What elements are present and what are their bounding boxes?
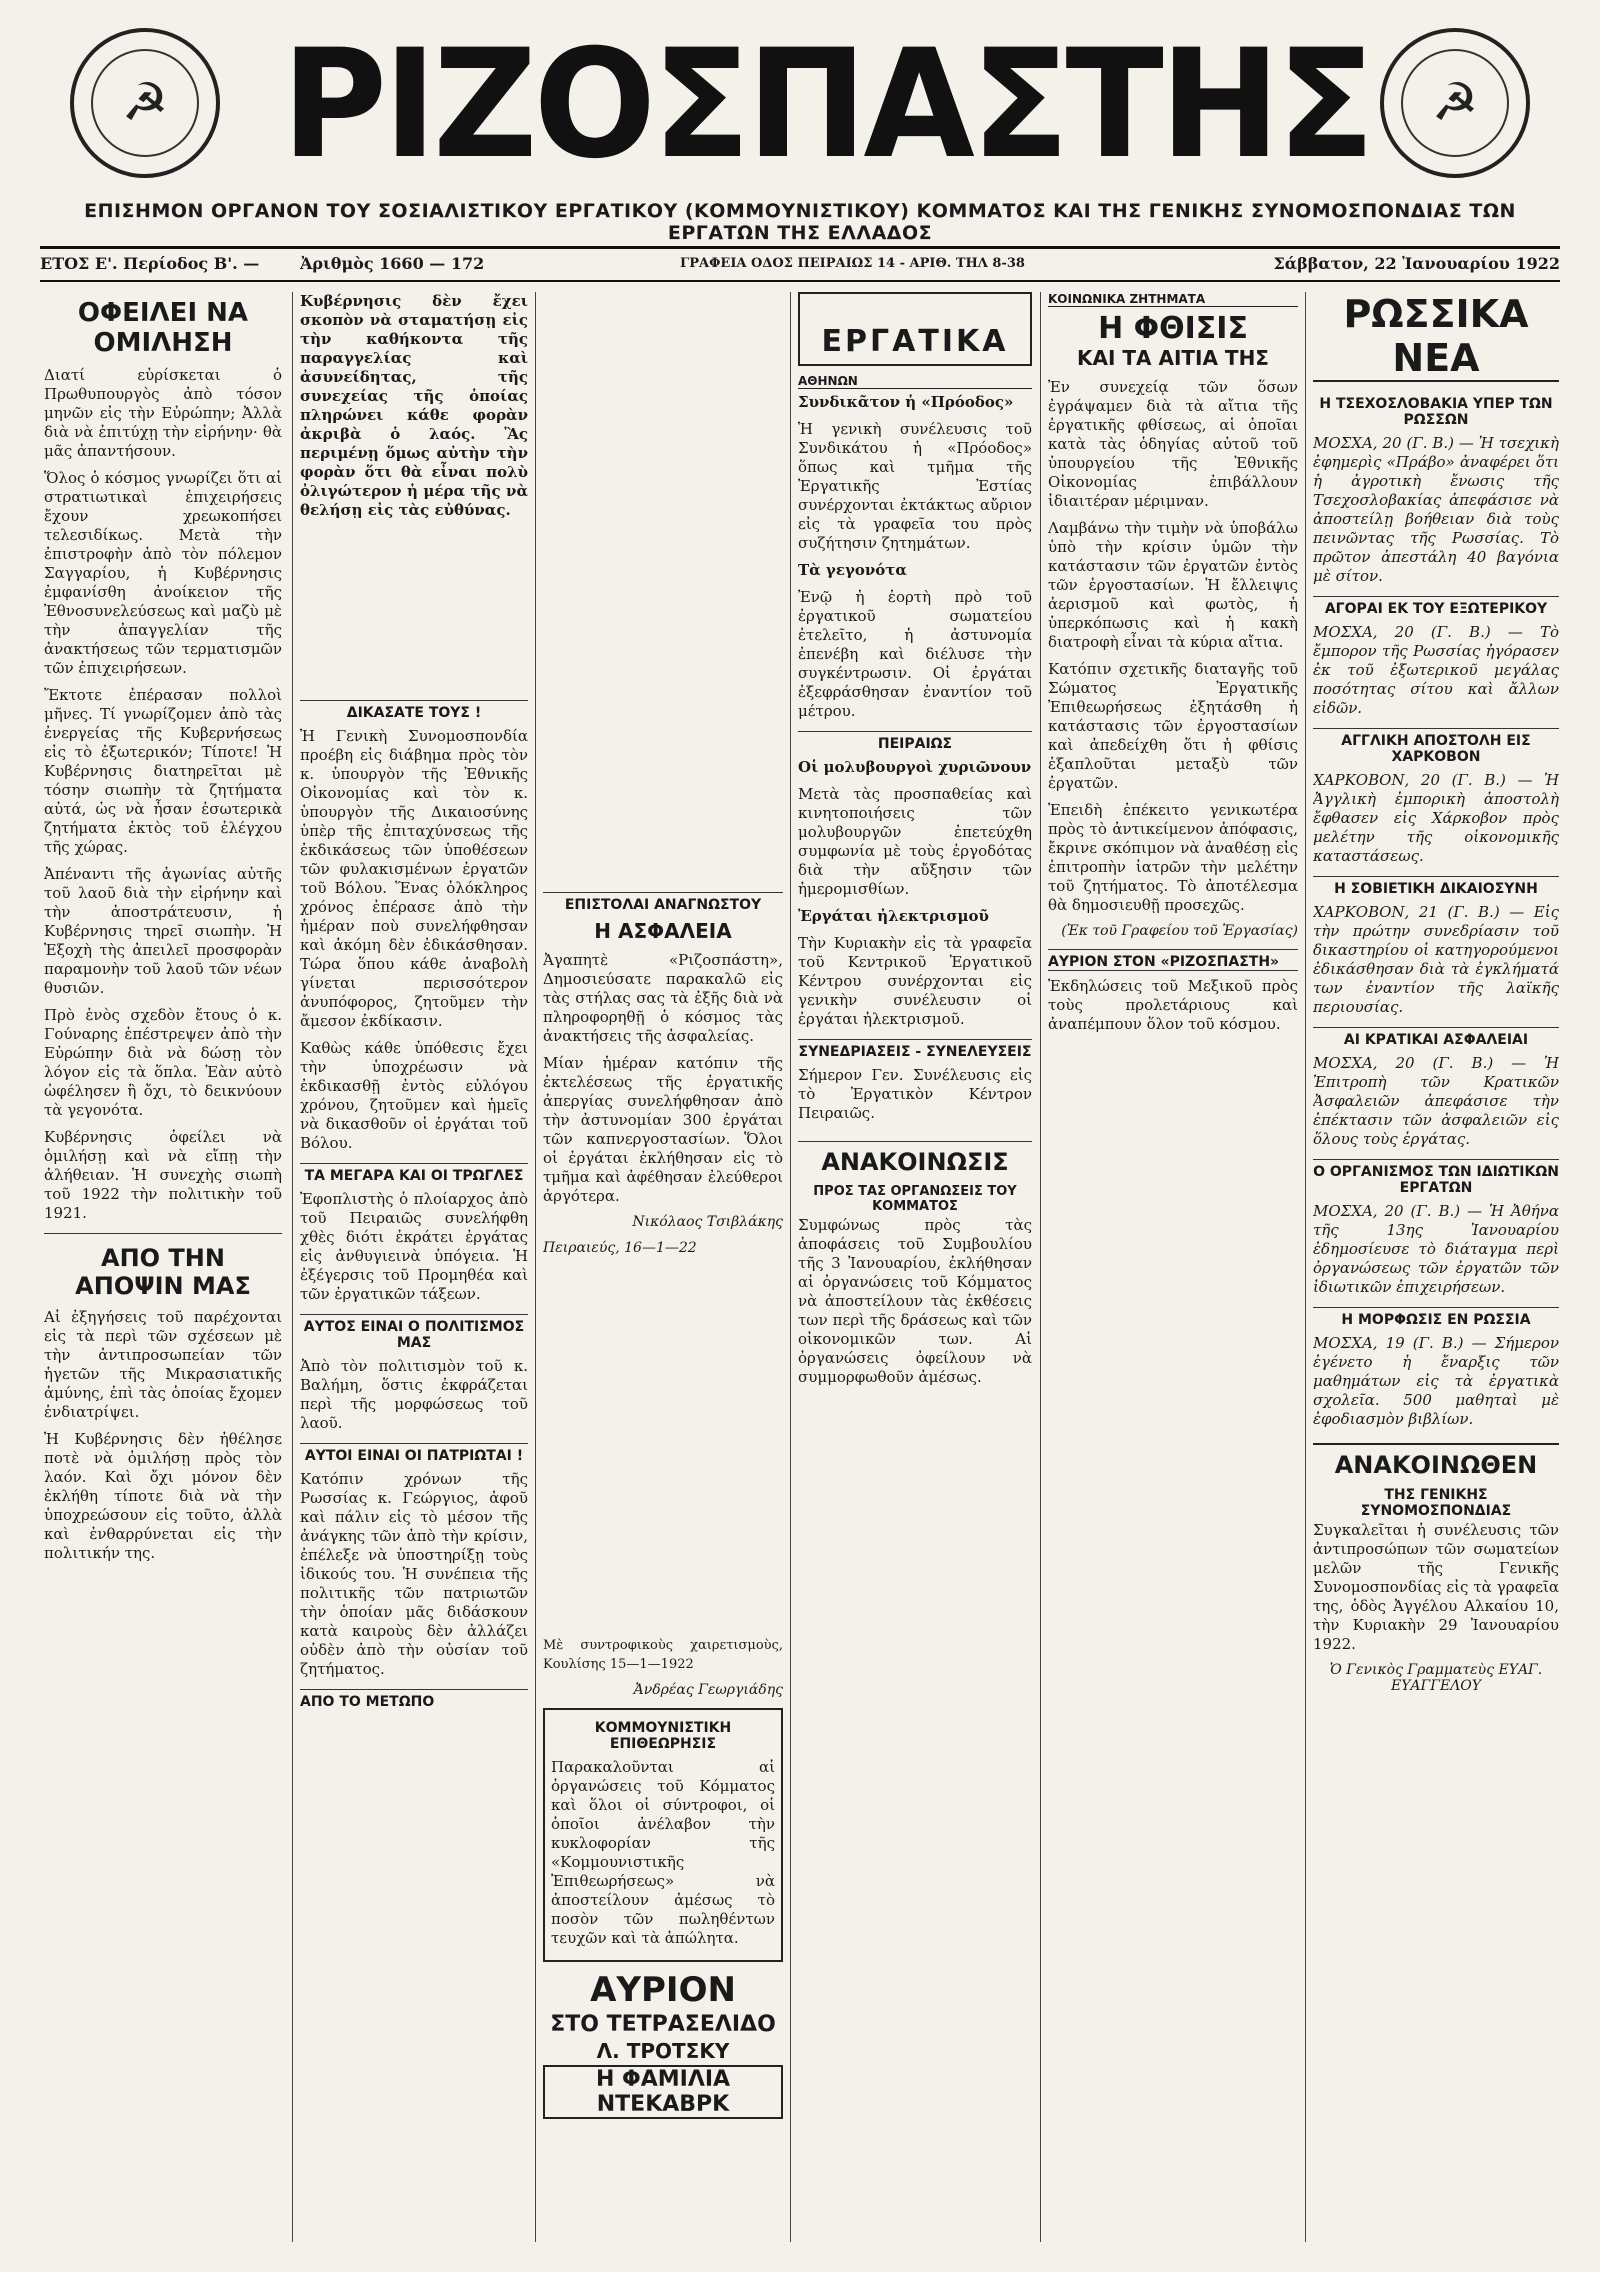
news-paragraph: Συγκαλεῖται ἡ συνέλευσις τῶν ἀντιπροσώπων τῶν σωματείων μελῶν τῆς Γενικῆς Συνομοσπονδίας εἰς τὰ γραφεῖα της, ὁδὸς Ἀγγέλου Αλκαίου 10, τὴν Κυριακὴν 29 Ἰανουαρίου 1922. bbox=[1313, 1521, 1559, 1653]
news-heading: Η ΜΟΡΦΩΣΙΣ ΕΝ ΡΩΣΣΙΑ bbox=[1313, 1307, 1559, 1328]
ergatika-banner: ΕΡΓΑΤΙΚΑ bbox=[798, 292, 1032, 366]
subhead: Οἱ μολυβουργοὶ χυριῶνουν bbox=[798, 758, 1032, 776]
hammer-sickle-emblem-icon: ☭ bbox=[1401, 49, 1509, 157]
column-rule bbox=[790, 292, 791, 2242]
column-6 bbox=[1313, 292, 1559, 2242]
article-paragraph: Ἀγαπητὲ «Ριζοσπάστη», Δημοσιεύσατε παρακαλῶ εἰς τὰς στήλας σας τὰ ἐξῆς διὰ νὰ πληροφορηθῇ ὁ κόσμος τὰς ἀνακτήσεις τῆς ἀσφαλείας. bbox=[543, 951, 783, 1045]
headline-megara: ΤΑ ΜΕΓΑΡΑ ΚΑΙ ΟΙ ΤΡΩΓΛΕΣ bbox=[300, 1163, 528, 1184]
newspaper-title: ΡΙΖΟΣΠΑΣΤΗΣ bbox=[281, 18, 1372, 192]
work-title: Η ΦΑΜΙΛΙΑ ΝΤΕΚΑΒΡΚ bbox=[543, 2065, 783, 2119]
headline-dikasate: ΔΙΚΑΣΑΤΕ ΤΟΥΣ ! bbox=[300, 700, 528, 721]
article-paragraph: Κατόπιν σχετικῆς διαταγῆς τοῦ Σώματος Ἐργατικῆς Ἐπιθεωρήσεως ἐξητάσθη ἡ κατάστασις τῶν ἐργοστασίων καὶ ἀπεδείχθη ὅτι ἡ φθίσις ἐξαπλοῦται μεταξὺ τῶν ἐργατῶν. bbox=[1048, 660, 1298, 792]
column-3 bbox=[543, 292, 783, 2242]
column-rule bbox=[292, 292, 293, 2242]
article-paragraph: Σήμερον Γεν. Συνέλευσις εἰς τὸ Ἐργατικὸν Κέντρον Πειραιῶς. bbox=[798, 1066, 1032, 1122]
anakoinosis-subheading: ΠΡΟΣ ΤΑΣ ΟΡΓΑΝΩΣΕΙΣ ΤΟΥ ΚΟΜΜΑΤΟΣ bbox=[813, 1184, 1017, 1214]
article-paragraph: Ἡ γενικὴ συνέλευσις τοῦ Συνδικάτου ἡ «Πρόοδος» ὅπως καὶ τμῆμα τῆς Ἐργατικῆς Ἐστίας συνέρχονται ἐκτάκτως αὔριον εἰς τὰ γραφεῖα του πρὸς συζήτησιν ζητημάτων. bbox=[798, 420, 1032, 552]
article-paragraph: Συμφώνως πρὸς τὰς ἀποφάσεις τοῦ Συμβουλίου τῆς 3 Ἰανουαρίου, ἐκλήθησαν αἱ ὀργανώσεις τοῦ Κόμματος νὰ ἀποστείλουν τὰς ἐκθέσεις των περὶ τῆς δράσεως καὶ τῶν οἰκονομικῶν των. Αἱ ὀργανώσεις ὀφείλουν νὰ συμμορφωθοῦν ἀμέσως. bbox=[798, 1216, 1032, 1386]
news-heading: ΑΓΟΡΑΙ ΕΚ ΤΟΥ ΕΞΩΤΕΡΙΚΟΥ bbox=[1313, 596, 1559, 617]
column-rule bbox=[1305, 292, 1306, 2242]
article-paragraph: Ἐνῷ ἡ ἐορτὴ πρὸ τοῦ ἐργατικοῦ σωματείου ἐτελεῖτο, ἡ ἀστυνομία ἐπενέβη καὶ διέλυσε τὴν συγκέντρωσιν. Οἱ ἐργάται ἐξεφράσθησαν ἐναντίον τοῦ μέτρου. bbox=[798, 588, 1032, 720]
avrion-heading: ΑΥΡΙΟΝ bbox=[590, 1970, 736, 2010]
column-4 bbox=[798, 292, 1032, 2242]
headline-fthisis-sub: ΚΑΙ ΤΑ ΑΙΤΙΑ ΤΗΣ bbox=[1077, 346, 1269, 370]
masthead-rule bbox=[40, 246, 1560, 249]
letter-signature: Ἀνδρέας Γεωργιάδης bbox=[633, 1682, 783, 1698]
letter-signature: Νικόλαος Τσιβλάκης bbox=[632, 1214, 783, 1230]
section-kicker: ΚΟΙΝΩΝΙΚΑ ΖΗΤΗΜΑΤΑ bbox=[1048, 292, 1298, 307]
article-paragraph: Καθὼς κάθε ὑπόθεσις ἔχει τὴν ὑποχρέωσιν νὰ ἐκδικασθῇ ἐντὸς εὐλόγου χρόνου, ζητοῦμεν καὶ ἡμεῖς νὰ δικασθοῦν οἱ ἐργάται τοῦ Βόλου. bbox=[300, 1039, 528, 1152]
signature: Ὁ Γενικὸς Γραμματεὺς ΕΥΑΓ. ΕΥΑΓΓΕΛΟΥ bbox=[1329, 1662, 1543, 1694]
dateline-year: ΕΤΟΣ Ε'. Περίοδος Β'. — bbox=[40, 254, 260, 273]
article-paragraph: Κατόπιν χρόνων τῆς Ρωσσίας κ. Γεώργιος, ἀφοῦ καὶ πάλιν εἰς τὸ μέσον τῆς ἀνάγκης τῶν ἀπὸ τὴν κρίσιν, ἐπέλεξε νὰ ὑποστηρίξῃ τοὺς ἰδικούς του. Ἡ συνέπεια τῆς πολιτικῆς τῶν πατριωτῶν τὴν ὁποίαν μᾶς διδάσκουν κατὰ καιροὺς δὲν ἀλλάζει οὐδὲν ἀπὸ τὴν οὐσίαν τοῦ ζητήματος. bbox=[300, 1470, 528, 1678]
article-paragraph: Ἀπὸ τὸν πολιτισμὸν τοῦ κ. Βαλήμη, ὅστις ἐκφράζεται περὶ τῆς μορφώσεως τοῦ λαοῦ. bbox=[300, 1357, 528, 1432]
column-2 bbox=[300, 292, 528, 2242]
article-paragraph: Πρὸ ἑνὸς σχεδὸν ἔτους ὁ κ. Γούναρης ἐπέστρεψεν ἀπὸ τὴν Εὐρώπην διὰ νὰ δώσῃ τὸν λόγον εἰς τὰ ὅπλα. Ἐὰν αὐτὸ ὠφέλησεν ἢ ὄχι, τὸ δεικνύουν τὰ γεγονότα. bbox=[44, 1006, 282, 1119]
right-emblem bbox=[1380, 28, 1530, 178]
column-1 bbox=[44, 292, 282, 2242]
headline-anakoinosis: ΑΝΑΚΟΙΝΩΣΙΣ bbox=[798, 1141, 1032, 1176]
news-paragraph: ΧΑΡΚΟΒΟΝ, 21 (Γ. Β.) — Εἰς τὴν πρώτην συνεδρίασιν τοῦ δικαστηρίου οἱ κατηγορούμενοι ἐδικάσθησαν διὰ τὰ ἐγκλήματά των ἐναντίον τῆς λαϊκῆς περιουσίας. bbox=[1313, 903, 1559, 1016]
article-paragraph: Μετὰ τὰς προσπαθείας καὶ κινητοποιήσεις τῶν μολυβουργῶν ἐπετεύχθη συμφωνία μὲ τοὺς ἐργοδότας διὰ τὴν αὔξησιν τῶν ἡμερομισθίων. bbox=[798, 785, 1032, 898]
headline-anakoinothen: ΑΝΑΚΟΙΝΩΘΕΝ bbox=[1313, 1443, 1559, 1479]
article-paragraph: Ἐφοπλιστὴς ὁ πλοίαρχος ἀπὸ τοῦ Πειραιῶς συνελήφθη χθὲς διότι ἐκράτει ἐργάτας εἰς ἀνθυγιεινὰ ὑπόγεια. Ἡ ἐξέγερσις τοῦ Προμηθέα καὶ τῶν ἐργατικῶν τάξεων. bbox=[300, 1190, 528, 1303]
letter-date: Πειραιεύς, 16—1—22 bbox=[543, 1240, 697, 1256]
article-paragraph: Ἐν συνεχείᾳ τῶν ὅσων ἐγράψαμεν διὰ τὰ αἴτια τῆς ἐργατικῆς φθίσεως, αἱ ὁποῖαι κατὰ τὰς ὁδηγίας αὐτοῦ τοῦ ὑπουργείου τῆς Ἐθνικῆς Οἰκονομίας ἐπιβάλλουν ἰδιαιτέραν μέριμναν. bbox=[1048, 378, 1298, 510]
box-heading: ΚΟΜΜΟΥΝΙΣΤΙΚΗ ΕΠΙΘΕΩΡΗΣΙΣ bbox=[594, 1720, 732, 1752]
news-paragraph: ΜΟΣΧΑ, 19 (Γ. Β.) — Σήμερον ἐγένετο ἡ ἔναρξις τῶν μαθημάτων εἰς τὰ ἐργατικὰ σχολεῖα. 500 μαθηταὶ μὲ ἐφοδιασμὸν βιβλίων. bbox=[1313, 1334, 1559, 1428]
news-heading: ΑΓΓΛΙΚΗ ΑΠΟΣΤΟΛΗ ΕΙΣ ΧΑΡΚΟΒΟΝ bbox=[1313, 728, 1559, 765]
column-rule bbox=[535, 292, 536, 2242]
kommounistiki-epitheorisis-box bbox=[543, 1708, 783, 1962]
subhead: Ἐργάται ἠλεκτρισμοῦ bbox=[798, 907, 989, 925]
article-paragraph: Μὲ συντροφικοὺς χαιρετισμοὺς, Κουλίσης 15—1—1922 bbox=[543, 1638, 783, 1672]
avrion-subheading: ΣΤΟ ΤΕΤΡΑΣΕΛΙΔΟ bbox=[550, 2012, 776, 2037]
column-rule bbox=[1040, 292, 1041, 2242]
subhead: Τὰ γεγονότα bbox=[798, 561, 907, 579]
dateline-office: ΓΡΑΦΕΙΑ ΟΔΟΣ ΠΕΙΡΑΙΩΣ 14 - ΑΡΙΘ. ΤΗΛ 8-38 bbox=[680, 256, 1025, 271]
headline-fthisis: Η ΦΘΙΣΙΣ bbox=[1098, 311, 1248, 346]
dateline-issue: Ἀριθμὸς 1660 — 172 bbox=[300, 254, 485, 273]
headline-patriotai: ΑΥΤΟΙ ΕΙΝΑΙ ΟΙ ΠΑΤΡΙΩΤΑΙ ! bbox=[300, 1443, 528, 1464]
article-paragraph: Μίαν ἡμέραν κατόπιν τῆς ἐκτελέσεως τῆς ἐργατικῆς ἀπεργίας συνελήφθησαν ἀπὸ τὴν ἀστυνομίαν 300 ἐργάται τῶν καπνεργοστασίων. Ὅλοι οἱ ἐργάται ἐκλήθησαν εἰς τὸ τμῆμα καὶ ἀφέθησαν ἐλεύθεροι ἀργότερα. bbox=[543, 1054, 783, 1205]
news-paragraph: ΧΑΡΚΟΒΟΝ, 20 (Γ. Β.) — Ἡ Ἀγγλικὴ ἐμπορικὴ ἀποστολὴ ἔφθασεν εἰς Χάρκοβον πρὸς μελέτην τῆς οἰκονομικῆς καταστάσεως. bbox=[1313, 771, 1559, 865]
masthead bbox=[0, 0, 1600, 260]
news-heading: Η ΣΟΒΙΕΤΙΚΗ ΔΙΚΑΙΟΣΥΝΗ bbox=[1313, 876, 1559, 897]
headline-politismos: ΑΥΤΟΣ ΕΙΝΑΙ Ο ΠΟΛΙΤΙΣΜΟΣ ΜΑΣ bbox=[300, 1314, 528, 1351]
article-paragraph: Αἱ ἐξηγήσεις τοῦ παρέχονται εἰς τὰ περὶ τῶν σχέσεων μὲ τὴν ἀντιπροσωπείαν τῶν ἡγετῶν τῆς Μικρασιατικῆς ἀμύνης, ἐπὶ τὰς ὁποίας ἔχομεν ἐνδιατρίψει. bbox=[44, 1308, 282, 1421]
dateline bbox=[40, 252, 1560, 278]
article-paragraph: Κυβέρνησις ὀφείλει νὰ ὁμιλήσῃ καὶ νὰ εἴπῃ τὴν ἀλήθειαν. Ἡ συνεχὴς σιωπὴ τοῦ 1922 τὴν πολιτικὴν τοῦ 1921. bbox=[44, 1128, 282, 1222]
section-heading: ΑΠΟ ΤΗΝ bbox=[101, 1244, 225, 1272]
headline-peiraios: ΠΕΙΡΑΙΩΣ bbox=[798, 731, 1032, 752]
dateline-date: Σάββατον, 22 Ἰανουαρίου 1922 bbox=[1273, 254, 1560, 273]
article-source: (Ἐκ τοῦ Γραφείου τοῦ Ἐργασίας) bbox=[1061, 923, 1298, 939]
column-5 bbox=[1048, 292, 1298, 2242]
news-heading: Ο ΟΡΓΑΝΙΣΜΟΣ ΤΩΝ ΙΔΙΩΤΙΚΩΝ ΕΡΓΑΤΩΝ bbox=[1313, 1159, 1559, 1196]
article-paragraph: Παρακαλοῦνται αἱ ὀργανώσεις τοῦ Κόμματος καὶ ὅλοι οἱ σύντροφοι, οἱ ὁποῖοι ἀνέλαβον τὴν κυκλοφορίαν τῆς «Κομμουνιστικῆς Ἐπιθεωρήσεως» νὰ ἀποστείλουν ἀμέσως τὸ ποσὸν τῶν πωληθέντων τευχῶν καὶ τὰ ἀπώλητα. bbox=[551, 1758, 775, 1947]
article-paragraph: Ἡ Γενικὴ Συνομοσπονδία προέβη εἰς διάβημα πρὸς τὸν κ. ὑπουργὸν τῆς Ἐθνικῆς Οἰκονομίας καὶ τὸν κ. ὑπουργὸν τῆς Δικαιοσύνης ὑπὲρ τῆς ἐπιταχύνσεως τῆς ἐκδικάσεως τῶν ὑποθέσεων τῶν φυλακισμένων ἐργατῶν τοῦ Βόλου. Ἕνας ὁλόκληρος χρόνος ἐπέρασε ἀπὸ τὴν ἡμέραν ποὺ συνελήφθησαν καὶ ἀκόμη δὲν ἐδικάσθησαν. Τώρα ὅπου κάθε ἀναβολὴ γίνεται περισσότερον ἀνυπόφορος, ζητοῦμεν τὴν ἄμεσον ἐκδίκασιν. bbox=[300, 727, 528, 1030]
news-heading: Η ΤΣΕΧΟΣΛΟΒΑΚΙΑ ΥΠΕΡ ΤΩΝ ΡΩΣΣΩΝ bbox=[1319, 396, 1553, 428]
news-paragraph: ΜΟΣΧΑ, 20 (Γ. Β.) — Ἡ Ἀθήνα τῆς 13ης Ἰανουαρίου ἐδημοσίευσε τὸ διάταγμα περὶ ὀργανώσεως τῶν ἐργατῶν τῶν ἰδιωτικῶν ἐπιχειρήσεων. bbox=[1313, 1202, 1559, 1296]
news-paragraph: ΜΟΣΧΑ, 20 (Γ. Β.) — Ἡ Ἐπιτροπὴ τῶν Κρατικῶν Ἀσφαλειῶν ἀπεφάσισε τὴν ἐπέκτασιν τῶν ἀσφαλειῶν εἰς ὅλους τοὺς ἐργάτας. bbox=[1313, 1054, 1559, 1148]
article-paragraph: Ἔκτοτε ἐπέρασαν πολλοὶ μῆνες. Τί γνωρίζομεν ἀπὸ τὰς ἐνεργείας τῆς Κυβερνήσεως εἰς τὸ ἐξωτερικόν; Τίποτε! Ἡ Κυβέρνησις διατηρεῖται μὲ τόσην σιωπὴν τὰ ζητήματα αὐτά, ὡς νὰ ἦσαν ἐσωτερικὰ ζητήματα ἐκτὸς τοῦ ἐλέγχου τῆς χώρας. bbox=[44, 686, 282, 856]
section-heading: ΑΠΟΨΙΝ ΜΑΣ bbox=[75, 1272, 251, 1300]
hammer-sickle-emblem-icon: ☭ bbox=[91, 49, 199, 157]
article-paragraph: Ἐκδηλώσεις τοῦ Μεξικοῦ πρὸς τοὺς προλετάριους καὶ ἀναπέμπουν ὅλον τοῦ κόσμου. bbox=[1048, 977, 1298, 1033]
headline-asfaleia: Η ΑΣΦΑΛΕΙΑ bbox=[594, 919, 732, 943]
headline-metopo: ΑΠΟ ΤΟ ΜΕΤΩΠΟ bbox=[300, 1689, 528, 1710]
news-heading: ΑΙ ΚΡΑΤΙΚΑΙ ΑΣΦΑΛΕΙΑΙ bbox=[1313, 1027, 1559, 1048]
article-paragraph: Ἡ Κυβέρνησις δὲν ἠθέλησε ποτὲ νὰ ὁμιλήσῃ πρὸς τὸν λαόν. Καὶ ὄχι μόνον δὲν ἐκλήθη τίποτε διὰ νὰ τὴν ὑποχρεώσουν εἰς τοῦτο, ἀλλὰ καὶ ἐνθαρρύνεται εἰς τὴν πολιτικήν της. bbox=[44, 1430, 282, 1562]
news-paragraph: ΜΟΣΧΑ, 20 (Γ. Β.) — Ἡ τσεχικὴ ἐφημερὶς «Πράβο» ἀναφέρει ὅτι ἡ ἀγροτικὴ ἔνωσις τῆς Τσεχοσλοβακίας ἀπεφάσισε νὰ ἀποστείλῃ βοήθειαν διὰ τοὺς πεινῶντας τῆς Ρωσσίας. Τὸ πρῶτον ἀπεστάλη 40 βαγόνια μὲ σίτον. bbox=[1313, 434, 1559, 585]
article-paragraph: Λαμβάνω τὴν τιμὴν νὰ ὑποβάλω ὑπὸ τὴν κρίσιν ὑμῶν τὴν κατάστασιν τῶν ἐργατῶν ἐντὸς τῶν ἐργοστασίων. Ἡ ἔλλειψις ἀερισμοῦ καὶ φωτὸς, ἡ ὑπερκόπωσις καὶ ἡ κακὴ διατροφὴ εἶναι τὰ κύρια αἴτια. bbox=[1048, 519, 1298, 651]
section-divider bbox=[44, 1233, 282, 1234]
article-paragraph: Ἀπέναντι τῆς ἀγωνίας αὐτῆς τοῦ λαοῦ διὰ τὴν εἰρήνην καὶ τὴν ἀποστράτευσιν, ἡ Κυβέρνησις τηρεῖ σιωπὴν. Ἡ Ἑξοχὴ τὴς ἀπειλεῖ προσφορὰν παραμονὴν τοῦ λαοῦ τῶν νέων θυσιῶν. bbox=[44, 865, 282, 997]
newspaper-subtitle: ΕΠΙΣΗΜΟΝ ΟΡΓΑΝΟΝ ΤΟΥ ΣΟΣΙΑΛΙΣΤΙΚΟΥ ΕΡΓΑΤΙΚΟΥ (ΚΟΜΜΟΥΝΙΣΤΙΚΟΥ) ΚΟΜΜΑΤΟΣ ΚΑΙ ΤΗΣ ΓΕΝΙΚΗΣ ΣΥΝΟΜΟΣΠΟΝΔΙΑΣ ΤΩΝ ΕΡΓΑΤΩΝ ΤΗΣ ΕΛΛΑΔΟΣ bbox=[84, 200, 1516, 244]
dateline-rule bbox=[40, 280, 1560, 282]
headline-ofeilei: ΟΦΕΙΛΕΙ ΝΑ ΟΜΙΛΗΣΗ bbox=[77, 298, 249, 358]
headline-epistolai: ΕΠΙΣΤΟΛΑΙ ΑΝΑΓΝΩΣΤΟΥ bbox=[543, 892, 783, 913]
article-paragraph: Κυβέρνησις δὲν ἔχει σκοπὸν νὰ σταματήσῃ εἰς τὴν καθήκοντα τῆς παραγγελίας καὶ ἀσυνείδητας, τῆς συνεχείας τῆς ὁποίας πληρώνει κάθε φορὰν ἀκριβὰ ὁ λαός. Ἂς περιμένῃ ὅμως αὐτὴν τὴν φορὰν ὅτι θὰ εἶναι πολὺ ὀλιγώτερον ἡ μέρα τῆς νὰ θελήσῃ εἰς τὰς εὐθύνας. bbox=[300, 292, 528, 519]
news-paragraph: ΜΟΣΧΑ, 20 (Γ. Β.) — Τὸ ἔμπορον τῆς Ρωσσίας ἠγόρασεν ἐκ τοῦ ἐξωτερικοῦ μεγάλας ποσότητας σίτου καὶ ἄλλων εἰδῶν. bbox=[1313, 623, 1559, 717]
article-paragraph: Διατί εὑρίσκεται ὁ Πρωθυπουργὸς ἀπὸ τόσον μηνῶν εἰς τὴν Εὐρώπην; Ἀλλὰ διὰ νὰ ἐπιτύχῃ τὴν εἰρήνην· θὰ μᾶς ἀπαντήσουν. bbox=[44, 366, 282, 460]
anakoinothen-subheading: ΤΗΣ ΓΕΝΙΚΗΣ ΣΥΝΟΜΟΣΠΟΝΔΙΑΣ bbox=[1360, 1487, 1512, 1519]
rossika-nea-banner: ΡΩΣΣΙΚΑ ΝΕΑ bbox=[1313, 292, 1559, 382]
author-name: Λ. ΤΡΟΤΣΚΥ bbox=[596, 2039, 730, 2063]
article-paragraph: Τὴν Κυριακὴν εἰς τὰ γραφεῖα τοῦ Κεντρικοῦ Ἐργατικοῦ Κέντρου συνέρχονται εἰς γενικὴν συνέλευσιν οἱ ἐργάται ἠλεκτρισμοῦ. bbox=[798, 934, 1032, 1028]
headline-synedriaseis: ΣΥΝΕΔΡΙΑΣΕΙΣ - ΣΥΝΕΛΕΥΣΕΙΣ bbox=[798, 1039, 1032, 1060]
headline-avrion-rizospasti: ΑΥΡΙΟΝ ΣΤΟΝ «ΡΙΖΟΣΠΑΣΤΗ» bbox=[1048, 949, 1298, 971]
section-kicker: ΑΘΗΝΩΝ bbox=[798, 374, 1032, 389]
article-paragraph: Ὅλος ὁ κόσμος γνωρίζει ὅτι αἱ στρατιωτικαὶ ἐπιχειρήσεις ἔχουν χρεωκοπήσει τελεσιδίκως. Μετὰ τὴν ἐπιστροφὴν ἀπὸ τὸν πόλεμον Σαγγαρίου, ἡ Κυβέρνησις ἐμφανίσθη ἀνοίκειον τῆς Ἐθνοσυνελεύσεως καὶ μαζὺ μὲ τὴν ἀπαγγελίαν τῆς ἀνακτήσεως τῶν τερματισμῶν τῶν ἐπιχειρήσεων. bbox=[44, 469, 282, 677]
article-paragraph: Ἐπειδὴ ἐπέκειτο γενικωτέρα πρὸς τὸ ἀντικείμενον ἀπόφασις, ἔκρινε σκόπιμον νὰ ἀναθέσῃ εἰς ἐπιτροπὴν ἰατρῶν τὴν μελέτην τοῦ ζητήματος. Τὸ ἀποτέλεσμα θὰ δημοσιευθῇ προσεχῶς. bbox=[1048, 801, 1298, 914]
subhead: Συνδικᾶτον ἡ «Πρόοδος» bbox=[798, 393, 1014, 411]
left-emblem bbox=[70, 28, 220, 178]
